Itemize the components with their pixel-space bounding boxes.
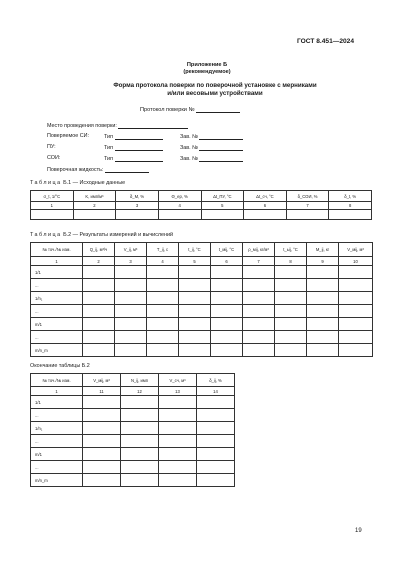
table3-cell[interactable] xyxy=(121,422,159,435)
table3-row xyxy=(31,474,235,487)
pu-type-blank[interactable] xyxy=(115,144,163,151)
table3-cell[interactable] xyxy=(197,396,235,409)
table3-cell[interactable] xyxy=(197,422,235,435)
table1-caption-prefix: Таблица xyxy=(30,180,62,186)
table3-cell[interactable] xyxy=(121,396,159,409)
table2-cell[interactable] xyxy=(211,279,243,292)
table2-cell[interactable] xyxy=(147,266,179,279)
table3-cell[interactable] xyxy=(121,435,159,448)
table2-cell[interactable] xyxy=(83,318,115,331)
table2-cell[interactable] xyxy=(275,292,307,305)
table2-caption-text: Б.2 — Результаты измерений и вычислений xyxy=(63,232,174,238)
table2-cell[interactable] xyxy=(243,344,275,357)
table1-col-number: 8 xyxy=(329,202,372,210)
table2-row-label: 1/1 xyxy=(31,266,83,279)
table3-caption: Окончание таблицы Б.2 xyxy=(30,363,90,369)
table2-cell[interactable] xyxy=(83,266,115,279)
appendix-title: Приложение Б xyxy=(186,62,228,68)
table3-cell[interactable] xyxy=(159,396,197,409)
table2-header: t_ij, °C xyxy=(179,243,211,257)
instrument-type-label: Тип xyxy=(104,134,113,140)
table2-cell[interactable] xyxy=(339,331,373,344)
table2-cell[interactable] xyxy=(307,292,339,305)
table2-col-number: 9 xyxy=(307,257,339,266)
table2-row-label: m/1 xyxy=(31,318,83,331)
table2-cell[interactable] xyxy=(307,318,339,331)
table2-cell[interactable] xyxy=(147,305,179,318)
table2-cell[interactable] xyxy=(243,331,275,344)
table2-row xyxy=(31,331,373,344)
table1-cell[interactable] xyxy=(286,210,329,220)
table3-row-label: ... xyxy=(31,435,83,448)
table1-col-number: 6 xyxy=(244,202,287,210)
table2-cell[interactable] xyxy=(339,292,373,305)
pu-serial-label: Зав. № xyxy=(180,145,198,151)
table2-cell[interactable] xyxy=(115,344,147,357)
table3-cell[interactable] xyxy=(83,409,121,422)
table2-cell[interactable] xyxy=(115,331,147,344)
table2-cell[interactable] xyxy=(115,279,147,292)
table2-cell[interactable] xyxy=(83,292,115,305)
table3-row xyxy=(31,422,235,435)
table1-cell[interactable] xyxy=(116,210,159,220)
table3-col-number: 1 xyxy=(31,387,83,396)
table2-col-number: 6 xyxy=(211,257,243,266)
table1-header: Δt_ПУ, °C xyxy=(201,191,244,202)
table2-cell[interactable] xyxy=(243,318,275,331)
table3-cell[interactable] xyxy=(121,448,159,461)
form-title-line-2: и/или весовыми устройствами xyxy=(167,89,263,97)
table2-cell[interactable] xyxy=(179,279,211,292)
table1-col-number: 1 xyxy=(31,202,74,210)
table3-cell[interactable] xyxy=(121,474,159,487)
soi-type-label: Тип xyxy=(104,156,113,162)
pu-row xyxy=(47,144,247,152)
table2-row-label: ... xyxy=(31,305,83,318)
table1-cell[interactable] xyxy=(329,210,372,220)
table2-col-number: 1 xyxy=(31,257,83,266)
table2-cell[interactable] xyxy=(307,344,339,357)
table2-col-number: 3 xyxy=(115,257,147,266)
table1-cell[interactable] xyxy=(244,210,287,220)
table3-cell[interactable] xyxy=(197,461,235,474)
table2-cell[interactable] xyxy=(307,266,339,279)
table2-cell[interactable] xyxy=(243,279,275,292)
form-title xyxy=(40,82,390,97)
table2-cell[interactable] xyxy=(243,266,275,279)
soi-serial-blank[interactable] xyxy=(199,155,243,162)
table2-cell[interactable] xyxy=(115,266,147,279)
table2-cell[interactable] xyxy=(83,344,115,357)
table1-col-number: 3 xyxy=(116,202,159,210)
table2-row xyxy=(31,344,373,357)
protocol-label: Протокол поверки № xyxy=(140,107,195,113)
table1-col-number: 2 xyxy=(73,202,116,210)
table2-cell[interactable] xyxy=(339,279,373,292)
table2-header: t_мij, °C xyxy=(211,243,243,257)
standard-header: ГОСТ 8.451—2024 xyxy=(297,38,354,45)
table2-cell[interactable] xyxy=(211,292,243,305)
table3-header: N_ij, имп xyxy=(121,374,159,387)
table2-cell[interactable] xyxy=(275,318,307,331)
table3-cell[interactable] xyxy=(159,461,197,474)
table2-header: Q_ij, м³/ч xyxy=(83,243,115,257)
table2-cell[interactable] xyxy=(179,266,211,279)
location-label: Место проведения поверки: xyxy=(47,123,117,129)
table3-row-label: m/n_m xyxy=(31,474,83,487)
table2-header: ρ_мij, кг/м³ xyxy=(243,243,275,257)
table3-row xyxy=(31,448,235,461)
table2-header: M_ij, кг xyxy=(307,243,339,257)
table1-header: Θ_ер, % xyxy=(158,191,201,202)
pu-serial-blank[interactable] xyxy=(199,144,243,151)
table1-header: σ_t, 1/°C xyxy=(31,191,74,202)
table2-cell[interactable] xyxy=(211,344,243,357)
table2-header: t_ьij, °C xyxy=(275,243,307,257)
table1-col-number: 7 xyxy=(286,202,329,210)
table2-cell[interactable] xyxy=(275,344,307,357)
location-row xyxy=(47,122,188,129)
table2-cell[interactable] xyxy=(147,279,179,292)
table3-cell[interactable] xyxy=(83,448,121,461)
table2-caption xyxy=(30,232,173,238)
table2-row xyxy=(31,318,373,331)
instrument-row xyxy=(47,133,247,141)
fluid-row xyxy=(47,166,149,173)
appendix-note: (рекомендуемое) xyxy=(183,69,231,75)
table1-caption xyxy=(30,180,125,186)
fluid-blank[interactable] xyxy=(105,166,149,173)
table2-cell[interactable] xyxy=(243,292,275,305)
table2-col-number: 5 xyxy=(179,257,211,266)
table1-header: δ_M, % xyxy=(116,191,159,202)
table1-cell[interactable] xyxy=(201,210,244,220)
table2-cell[interactable] xyxy=(339,266,373,279)
table3-cell[interactable] xyxy=(197,435,235,448)
table3-row xyxy=(31,435,235,448)
table2-cell[interactable] xyxy=(179,305,211,318)
table2-cell[interactable] xyxy=(179,331,211,344)
table1-header: K, имп/м³ xyxy=(73,191,116,202)
table2-cell[interactable] xyxy=(339,305,373,318)
table1-caption-text: Б.1 — Исходные данные xyxy=(63,180,126,186)
table1-data-row xyxy=(31,210,372,220)
form-title-line-1: Форма протокола поверки по поверочной установке с мерниками xyxy=(113,82,317,89)
table2-header: № точ./№ изм. xyxy=(31,243,83,257)
appendix-heading xyxy=(0,62,414,76)
table3-cell[interactable] xyxy=(83,435,121,448)
table2-col-number: 10 xyxy=(339,257,373,266)
table2-cell[interactable] xyxy=(307,279,339,292)
soi-serial-label: Зав. № xyxy=(180,156,198,162)
table2-cell[interactable] xyxy=(211,266,243,279)
table2-cell[interactable] xyxy=(83,279,115,292)
table2-cell[interactable] xyxy=(275,331,307,344)
page-number: 19 xyxy=(355,528,362,534)
table1-cell[interactable] xyxy=(158,210,201,220)
location-blank[interactable] xyxy=(118,122,188,129)
table3-row-label: m/1 xyxy=(31,448,83,461)
table2-cell[interactable] xyxy=(243,305,275,318)
table2-cell[interactable] xyxy=(339,318,373,331)
table2-cell[interactable] xyxy=(275,305,307,318)
table3-col-number: 11 xyxy=(83,387,121,396)
instrument-type-blank[interactable] xyxy=(115,133,163,140)
table3-cell[interactable] xyxy=(197,474,235,487)
table3-cell[interactable] xyxy=(121,409,159,422)
table2-col-number: 7 xyxy=(243,257,275,266)
table1-cell[interactable] xyxy=(31,210,74,220)
table1-header: δ_t, % xyxy=(329,191,372,202)
table3-row xyxy=(31,409,235,422)
table2-cell[interactable] xyxy=(179,344,211,357)
table3-row-label: ... xyxy=(31,409,83,422)
table2-col-number: 8 xyxy=(275,257,307,266)
table3-col-number: 14 xyxy=(197,387,235,396)
table3-cell[interactable] xyxy=(159,422,197,435)
pu-label: ПУ: xyxy=(47,144,56,150)
table2-cell[interactable] xyxy=(275,279,307,292)
table2-cell[interactable] xyxy=(275,266,307,279)
table3-cell[interactable] xyxy=(83,422,121,435)
table2-row-label: ... xyxy=(31,331,83,344)
table2-cell[interactable] xyxy=(211,331,243,344)
table3-col-number: 12 xyxy=(121,387,159,396)
table3-cell[interactable] xyxy=(159,435,197,448)
table2-row-label: 1/n₁ xyxy=(31,292,83,305)
table3-header: V_сч, м³ xyxy=(159,374,197,387)
table2-row xyxy=(31,305,373,318)
table1-header: Δt_сч, °C xyxy=(244,191,287,202)
table3-cell[interactable] xyxy=(197,448,235,461)
table3-col-number: 13 xyxy=(159,387,197,396)
fluid-label: Поверочная жидкость: xyxy=(47,167,104,173)
table3-cell[interactable] xyxy=(83,396,121,409)
table2-caption-prefix: Таблица xyxy=(30,232,62,238)
table1-col-number: 4 xyxy=(158,202,201,210)
table2-col-number: 4 xyxy=(147,257,179,266)
table1-cell[interactable] xyxy=(73,210,116,220)
pu-type-label: Тип xyxy=(104,145,113,151)
table2-cell[interactable] xyxy=(179,318,211,331)
table3-cell[interactable] xyxy=(83,461,121,474)
table3-header: V_мij, м³ xyxy=(83,374,121,387)
table2-header: T_ij, с xyxy=(147,243,179,257)
soi-label: СОИ: xyxy=(47,155,61,161)
table1 xyxy=(30,190,372,220)
instrument-label: Поверяемое СИ: xyxy=(47,133,89,139)
protocol-number-line xyxy=(140,106,240,113)
table2-cell[interactable] xyxy=(115,305,147,318)
table2-cell[interactable] xyxy=(147,331,179,344)
table3-cell[interactable] xyxy=(159,474,197,487)
table3-row-label: 1/n₁ xyxy=(31,422,83,435)
table3-row xyxy=(31,396,235,409)
table2-cell[interactable] xyxy=(211,318,243,331)
soi-row xyxy=(47,155,247,163)
table3-header: δ_ij, % xyxy=(197,374,235,387)
table3-row-label: 1/1 xyxy=(31,396,83,409)
table2-cell[interactable] xyxy=(147,344,179,357)
table2-cell[interactable] xyxy=(115,318,147,331)
table2-header: V_мij, м³ xyxy=(339,243,373,257)
table3-header: № точ./№ изм. xyxy=(31,374,83,387)
protocol-number-blank[interactable] xyxy=(196,106,240,113)
table3-cell[interactable] xyxy=(159,409,197,422)
table2-row-label: m/n_m xyxy=(31,344,83,357)
table2-cell[interactable] xyxy=(211,305,243,318)
table2-col-number: 2 xyxy=(83,257,115,266)
table2-cell[interactable] xyxy=(307,305,339,318)
table2 xyxy=(30,242,373,357)
table1-col-number: 5 xyxy=(201,202,244,210)
table1-header: δ_СОИ, % xyxy=(286,191,329,202)
table3-cell[interactable] xyxy=(83,474,121,487)
instrument-serial-blank[interactable] xyxy=(199,133,243,140)
table3-cell[interactable] xyxy=(159,448,197,461)
table3 xyxy=(30,373,235,487)
instrument-serial-label: Зав. № xyxy=(180,134,198,140)
table3-row xyxy=(31,461,235,474)
table2-row xyxy=(31,279,373,292)
table2-row xyxy=(31,292,373,305)
table2-cell[interactable] xyxy=(115,292,147,305)
table2-cell[interactable] xyxy=(83,331,115,344)
table2-row xyxy=(31,266,373,279)
table2-cell[interactable] xyxy=(147,318,179,331)
table3-cell[interactable] xyxy=(121,461,159,474)
table2-row-label: ... xyxy=(31,279,83,292)
table3-cell[interactable] xyxy=(197,409,235,422)
table2-cell[interactable] xyxy=(179,292,211,305)
table2-cell[interactable] xyxy=(83,305,115,318)
table3-row-label: ... xyxy=(31,461,83,474)
table2-cell[interactable] xyxy=(307,331,339,344)
table2-cell[interactable] xyxy=(339,344,373,357)
table2-cell[interactable] xyxy=(147,292,179,305)
table2-header: V_ij, м³ xyxy=(115,243,147,257)
soi-type-blank[interactable] xyxy=(115,155,163,162)
